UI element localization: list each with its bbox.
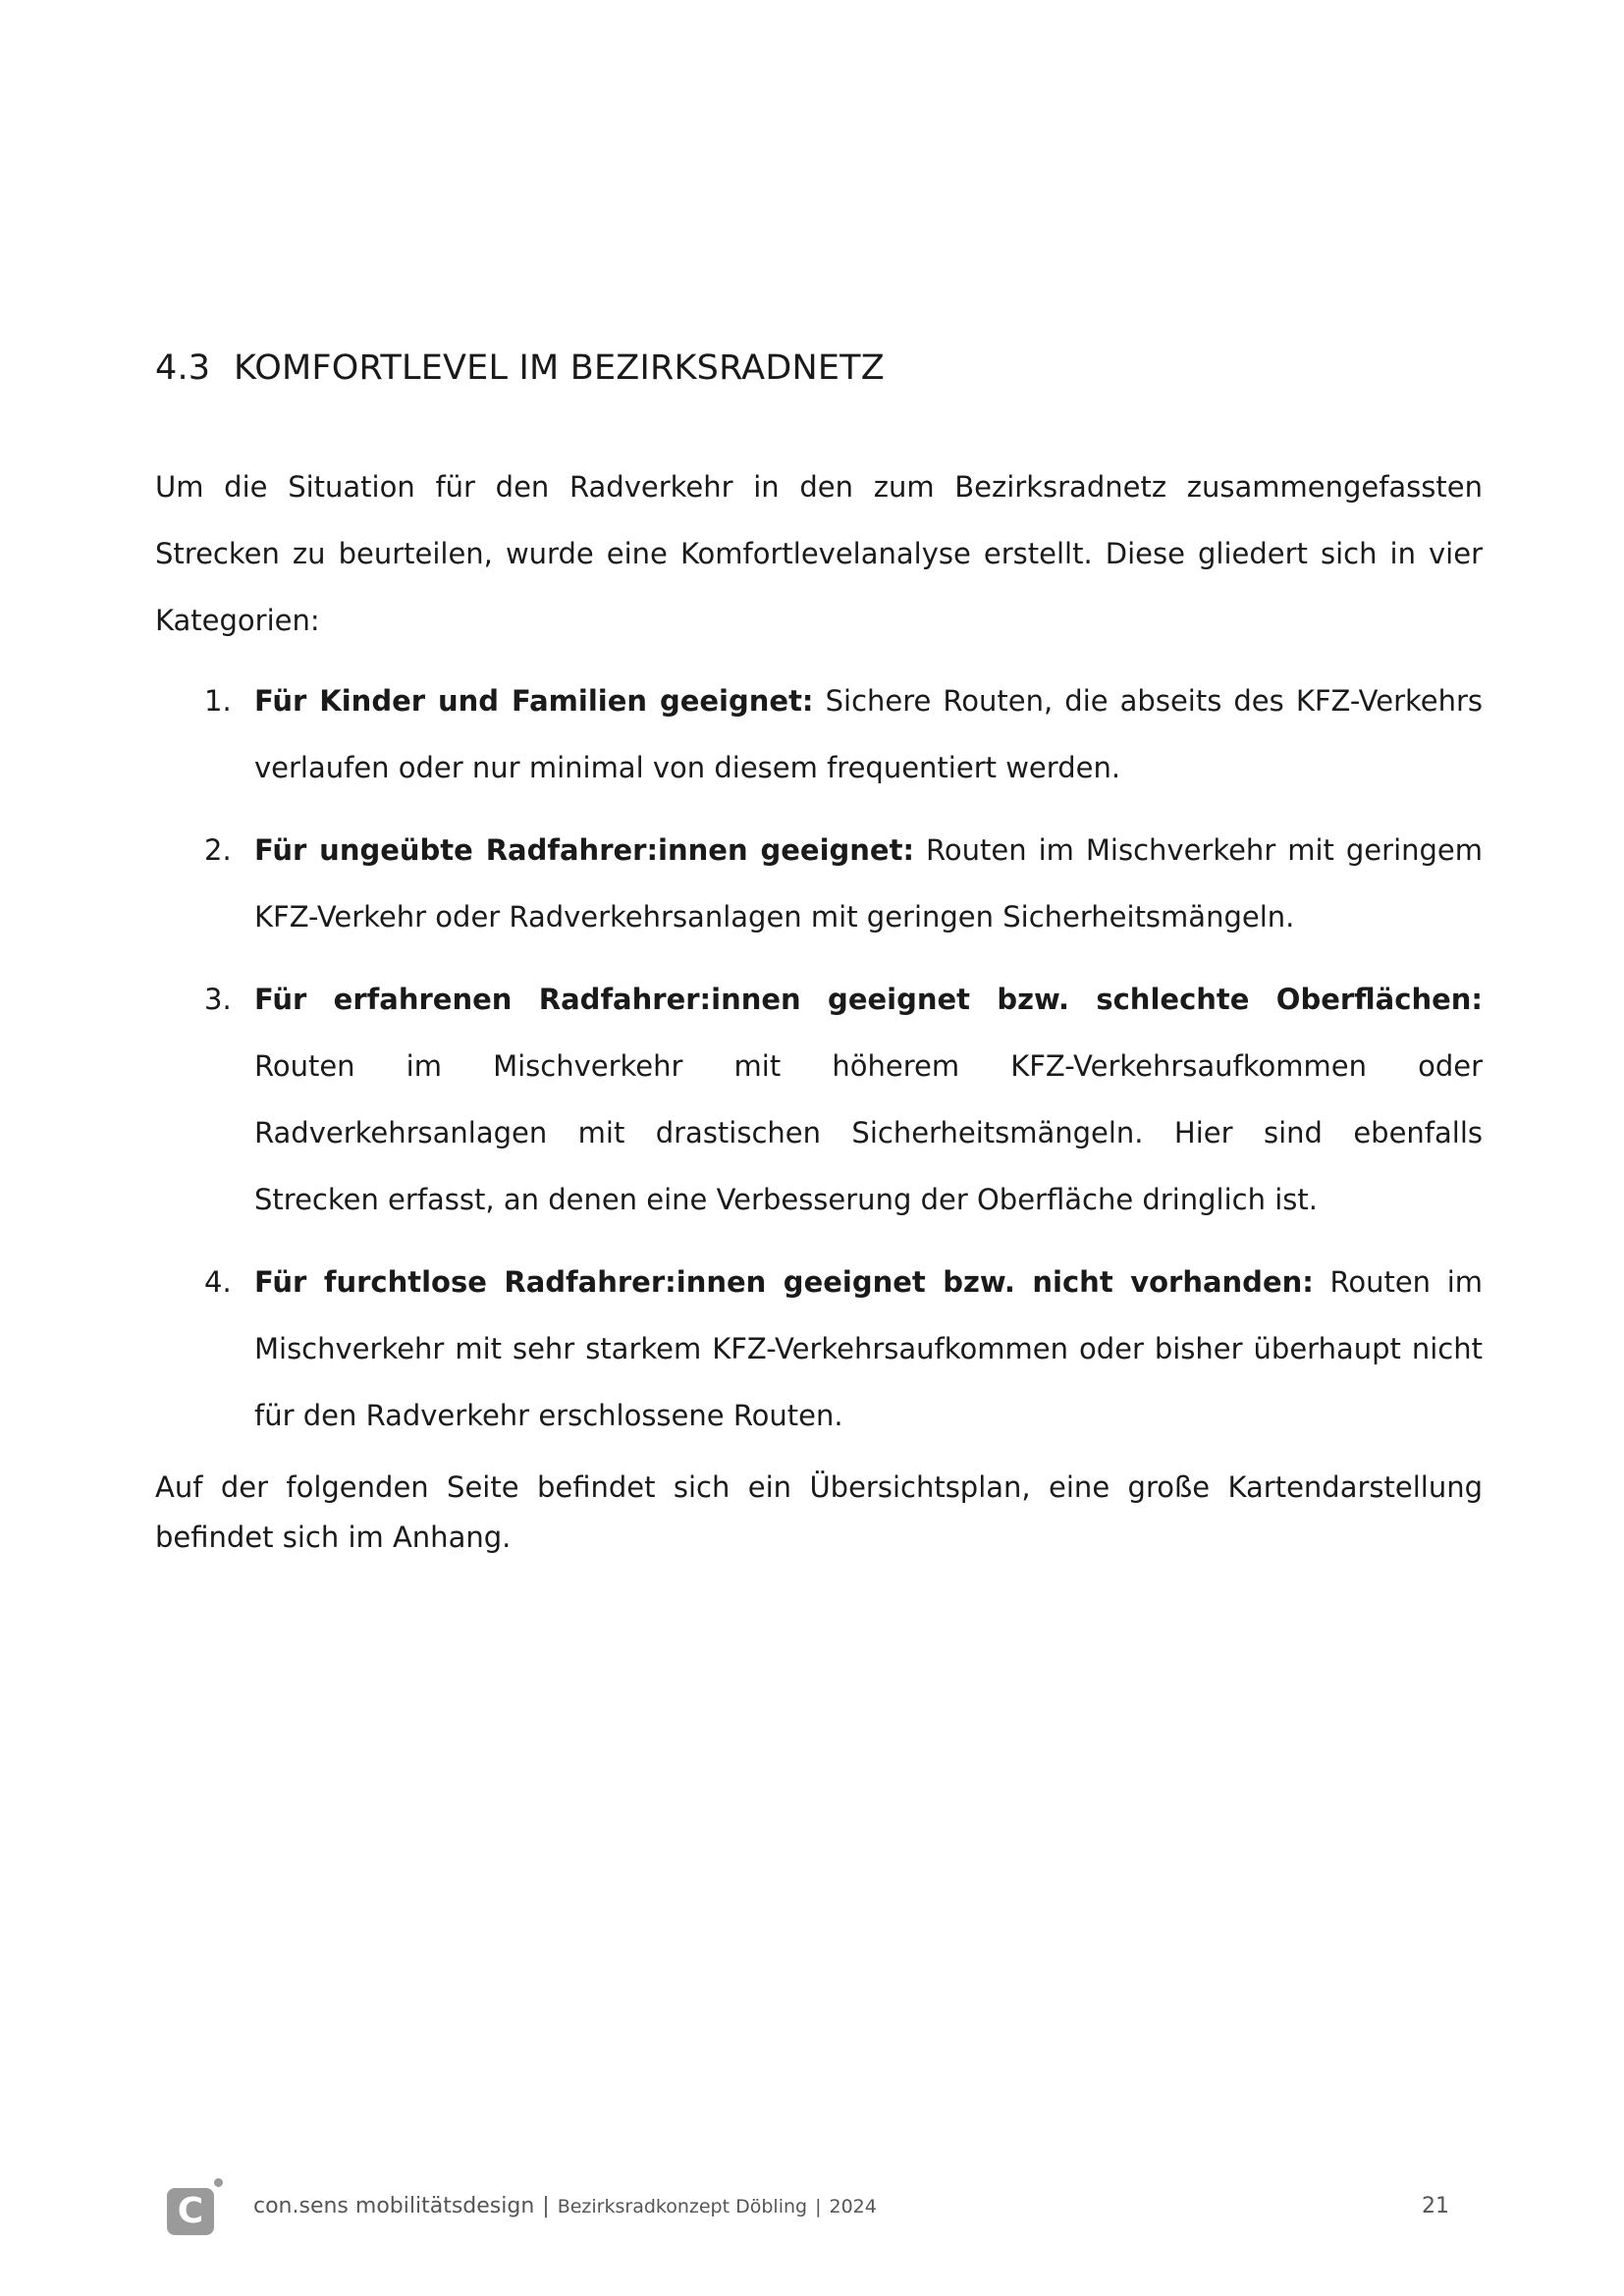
category-term: Für furchtlose Radfahrer:innen geeignet bzw. nicht vorhanden: bbox=[254, 1265, 1314, 1299]
page-footer bbox=[0, 2164, 1624, 2233]
consens-logo-icon: C bbox=[167, 2188, 214, 2235]
category-text: Routen im Mischverkehr mit geringem KFZ-Verkehr oder Radverkehrsanlagen mit geringen Sicherheitsmängeln. bbox=[254, 833, 1484, 934]
category-list bbox=[155, 667, 1483, 1449]
logo-dot-icon bbox=[214, 2178, 223, 2187]
category-text: Sichere Routen, die abseits des KFZ-Verkehrs verlaufen oder nur minimal von diesem frequentiert werden. bbox=[254, 684, 1483, 784]
footer-company: con.sens mobilitätsdesign bbox=[253, 2194, 535, 2218]
section-title: KOMFORTLEVEL IM BEZIRKSRADNETZ bbox=[234, 348, 885, 388]
section-heading bbox=[155, 348, 885, 388]
category-text: Routen im Mischverkehr mit höherem KFZ-Verkehrsaufkommen oder Radverkehrsanlagen mit drastischen Sicherheitsmängeln. Hier sind ebenfalls Strecken erfasst, an denen eine Verbesserung der Oberfläche dringlich ist. bbox=[254, 1049, 1483, 1216]
footer-year: 2024 bbox=[829, 2196, 877, 2217]
list-item bbox=[155, 817, 1483, 950]
footer-project: Bezirksradkonzept Döbling bbox=[557, 2196, 808, 2217]
list-item bbox=[155, 966, 1483, 1233]
footer-text bbox=[253, 2194, 877, 2218]
footer-separator: | bbox=[542, 2194, 550, 2218]
page-number: 21 bbox=[1422, 2194, 1449, 2218]
category-term: Für erfahrenen Radfahrer:innen geeignet bzw. schlechte Oberflächen: bbox=[254, 983, 1483, 1016]
list-item bbox=[155, 1249, 1483, 1449]
list-marker: 1. bbox=[204, 684, 232, 718]
body-content bbox=[155, 454, 1483, 1563]
list-marker: 3. bbox=[204, 983, 232, 1016]
closing-paragraph: Auf der folgenden Seite befindet sich ein Übersichtsplan, eine große Kartendarstellung befindet sich im Anhang. bbox=[155, 1470, 1483, 1554]
category-term: Für Kinder und Familien geeignet: bbox=[254, 684, 814, 718]
footer-separator: | bbox=[815, 2196, 822, 2217]
list-item bbox=[155, 667, 1483, 801]
intro-paragraph: Um die Situation für den Radverkehr in den zum Bezirksradnetz zusammengefassten Strecken zu beurteilen, wurde eine Komfortlevelanalyse erstellt. Diese gliedert sich in vier Kategorien: bbox=[155, 470, 1483, 637]
category-term: Für ungeübte Radfahrer:innen geeignet: bbox=[254, 833, 915, 867]
section-number: 4.3 bbox=[155, 348, 211, 388]
list-marker: 2. bbox=[204, 833, 232, 867]
category-text: Routen im Mischverkehr mit sehr starkem KFZ-Verkehrsaufkommen oder bisher überhaupt nicht für den Radverkehr erschlossene Routen. bbox=[254, 1265, 1484, 1432]
list-marker: 4. bbox=[204, 1265, 232, 1299]
